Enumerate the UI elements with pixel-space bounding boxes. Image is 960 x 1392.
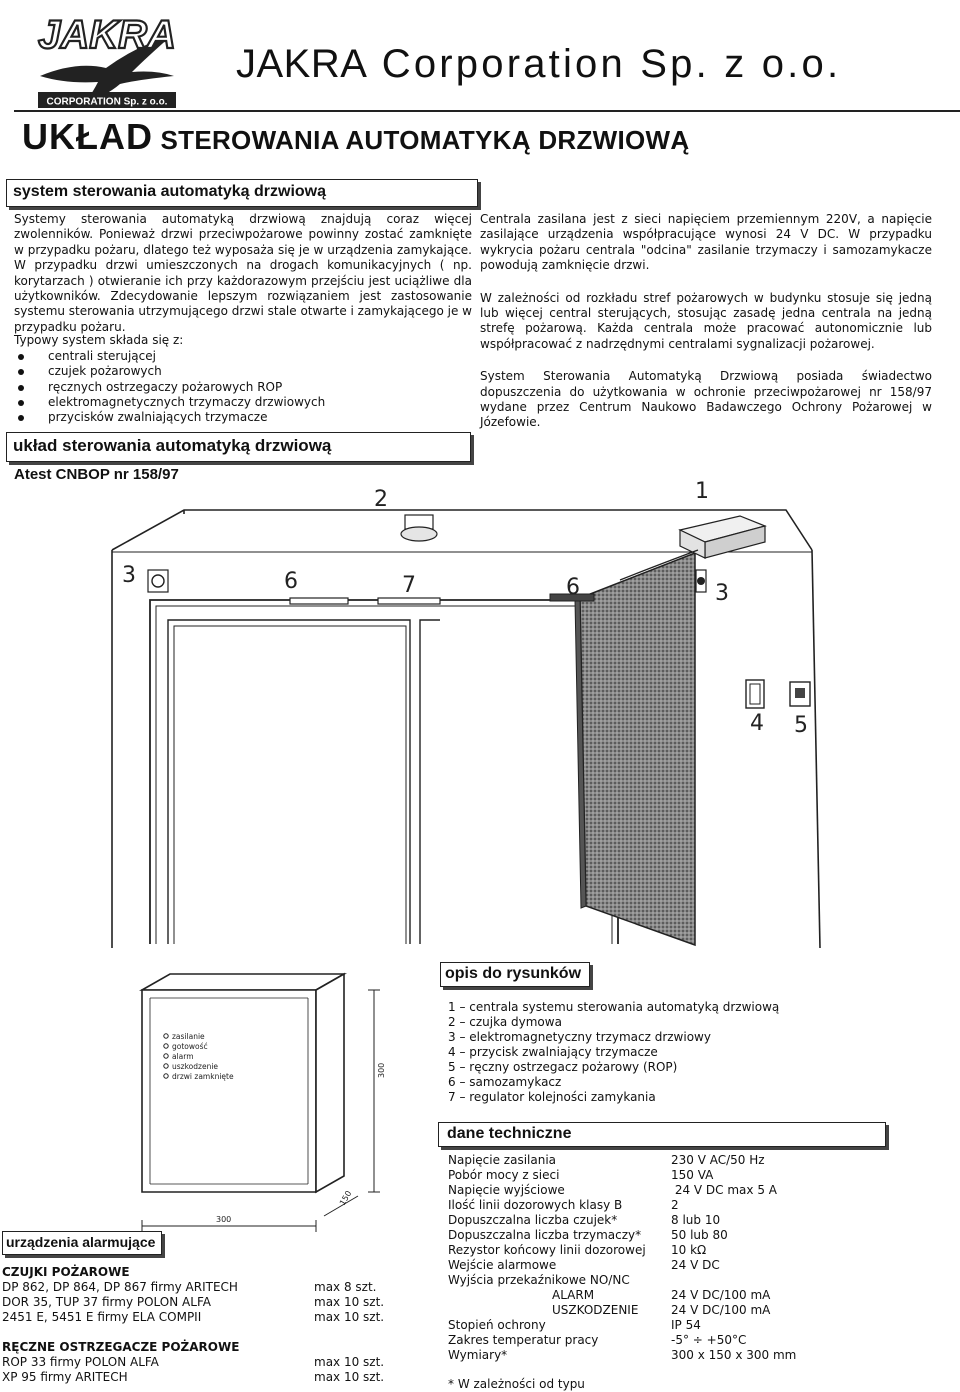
diagram-label-6-left: 6: [284, 569, 298, 594]
row-value: 300 x 150 x 300 mm: [671, 1348, 797, 1362]
table-row: [2, 1295, 385, 1310]
dim-depth: 150: [337, 1189, 354, 1207]
led-label: uszkodzenie: [172, 1062, 219, 1071]
row-label: Pobór mocy z sieci: [448, 1168, 560, 1182]
section-heading-layout: układ sterowania automatyką drzwiową: [6, 432, 471, 462]
technical-data-heading: dane techniczne: [438, 1122, 886, 1147]
door-system-diagram: [110, 470, 830, 950]
led-label: zasilanie: [172, 1032, 205, 1041]
dim-height: 300: [377, 1062, 386, 1078]
typical-system-list: [14, 333, 414, 425]
row-label: Dopuszczalna liczba trzymaczy*: [448, 1228, 642, 1242]
row-label: USZKODZENIE: [552, 1303, 639, 1317]
list-item: 6 – samozamykacz: [448, 1075, 562, 1089]
list-item: 5 – ręczny ostrzegacz pożarowy (ROP): [448, 1060, 678, 1074]
row-label: Napięcie zasilania: [448, 1153, 557, 1167]
footnote: * W zależności od typu: [448, 1377, 585, 1391]
led-label: gotowość: [172, 1042, 208, 1051]
led-label: drzwi zamknięte: [172, 1072, 234, 1081]
row-value: max 10 szt.: [314, 1310, 385, 1324]
company-name: [236, 42, 841, 87]
section-heading-system: system sterowania automatyką drzwiową: [6, 179, 478, 207]
drawing-description-list: [448, 1000, 779, 1105]
row-label: XP 95 firmy ARITECH: [2, 1370, 128, 1384]
title-rest: STEROWANIA AUTOMATYKĄ DRZWIOWĄ: [152, 125, 690, 155]
alarm-devices-heading: urządzenia alarmujące: [2, 1231, 162, 1255]
row-value: IP 54: [671, 1318, 701, 1332]
dim-width: 300: [216, 1215, 232, 1224]
company-first: JAKRA: [236, 42, 368, 86]
logo-subtext: CORPORATION Sp. z o.o.: [46, 96, 168, 108]
list-item: 2 – czujka dymowa: [448, 1015, 562, 1029]
group-title: CZUJKI POŻAROWE: [2, 1265, 130, 1279]
company-rest: Corporation Sp. z o.o.: [367, 42, 842, 86]
power-paragraph: Centrala zasilana jest z sieci napięciem przemiennym 220V, a napięcie zasilające urządzenia współpracujące wynosi 24 V DC. W przypadku wykrycia pożaru centrala "odcina" zasilanie trzymaczy i samozamykacze powodują zamknięcie drzwi.: [480, 212, 932, 273]
row-value: max 8 szt.: [314, 1280, 377, 1294]
list-item: czujek pożarowych: [14, 364, 414, 379]
row-label: Stopień ochrony: [448, 1318, 546, 1332]
row-label: ROP 33 firmy POLON ALFA: [2, 1355, 159, 1369]
atest-label: Atest CNBOP nr 158/97: [14, 466, 179, 483]
row-label: Wymiary*: [448, 1348, 508, 1362]
row-label: Wyjścia przekaźnikowe NO/NC: [448, 1273, 630, 1287]
row-value: 24 V DC/100 mA: [671, 1288, 771, 1302]
row-label: Wejście alarmowe: [448, 1258, 557, 1272]
drawing-description-heading: opis do rysunków: [440, 962, 590, 987]
row-value: 230 V AC/50 Hz: [671, 1153, 765, 1167]
header-rule: [14, 110, 960, 112]
list-item: 4 – przycisk zwalniający trzymacze: [448, 1045, 658, 1059]
right-column: [480, 212, 932, 448]
row-label: DP 862, DP 864, DP 867 firmy ARITECH: [2, 1280, 238, 1294]
logo-text: JAKRA: [38, 13, 176, 57]
jakra-logo: [36, 6, 178, 110]
row-value: -5° ÷ +50°C: [671, 1333, 747, 1347]
group-title: RĘCZNE OSTRZEGACZE POŻAROWE: [2, 1340, 240, 1354]
row-value: 2: [671, 1198, 679, 1212]
row-label: Rezystor końcowy linii dozorowej: [448, 1243, 646, 1257]
diagram-label-2: 2: [374, 487, 388, 512]
row-label: Dopuszczalna liczba czujek*: [448, 1213, 618, 1227]
list-item: centrali sterującej: [14, 349, 414, 364]
row-value: max 10 szt.: [314, 1355, 385, 1369]
control-cabinet-drawing: [130, 970, 420, 1250]
row-value: 24 V DC: [671, 1258, 720, 1272]
zones-paragraph: W zależności od rozkładu stref pożarowych w budynku stosuje się jedną lub więcej central sterujących, stosując zasadę jedna centrala na jedną strefę pożarową. Każda centrala może pracować autonomicznie lub współpracować z nadrzędnymi centralami sygnalizacji pożarowej.: [480, 290, 932, 351]
title-big: UKŁAD: [22, 116, 153, 157]
row-value: 24 V DC/100 mA: [671, 1303, 771, 1317]
led-label: alarm: [172, 1052, 194, 1061]
alarm-devices-list: [2, 1265, 385, 1385]
diagram-label-3-right: 3: [715, 581, 729, 606]
row-value: max 10 szt.: [314, 1370, 385, 1384]
diagram-label-4: 4: [750, 711, 764, 736]
row-value: 150 VA: [671, 1168, 714, 1182]
table-row: [2, 1355, 385, 1370]
table-row: [2, 1370, 385, 1385]
row-label: ALARM: [552, 1288, 595, 1302]
diagram-label-6-right: 6: [566, 575, 580, 600]
list-item: elektromagnetycznych trzymaczy drzwiowych: [14, 395, 414, 410]
row-value: 10 kΩ: [671, 1243, 707, 1257]
list-item: 7 – regulator kolejności zamykania: [448, 1090, 656, 1104]
row-value: max 10 szt.: [314, 1295, 385, 1309]
row-label: Ilość linii dozorowych klasy B: [448, 1198, 623, 1212]
typical-intro: Typowy system składa się z:: [14, 333, 184, 347]
list-item: przycisków zwalniających trzymacze: [14, 410, 414, 425]
list-item: 1 – centrala systemu sterowania automatyką drzwiową: [448, 1000, 780, 1014]
diagram-label-5: 5: [794, 713, 808, 738]
list-item: ręcznych ostrzegaczy pożarowych ROP: [14, 380, 414, 395]
certificate-paragraph: System Sterowania Automatyką Drzwiową posiada świadectwo dopuszczenia do użytkowania w ochronie przeciwpożarowej nr 158/97 wydane przez Centrum Naukowo Badawczego Ochrony Pożarowej w Józefowie.: [480, 369, 932, 430]
row-label: 2451 E, 5451 E firmy ELA COMPII: [2, 1310, 202, 1324]
intro-paragraph: Systemy sterowania automatyką drzwiową znajdują coraz więcej zwolenników. Ponieważ drzwi przeciwpożarowe powinny zostać zamknięte w przypadku pożaru, dlatego też wyposaża się je w urządzenia zamykające. W przypadku drzwi umieszczonych na drogach komunikacyjnych ( np. korytarzach ) otwieranie ich przy każdorazowym przejściu jest uciążliwe dla użytkowników. Zdecydowanie lepszym rozwiązaniem jest zastosowanie systemu sterowania utrzymującego drzwi stale otwarte i zamykającego je w przypadku pożaru.: [14, 212, 472, 334]
row-label: Napięcie wyjściowe: [448, 1183, 565, 1197]
row-value: 8 lub 10: [671, 1213, 721, 1227]
diagram-label-1: 1: [695, 479, 709, 504]
page-title: [22, 116, 689, 158]
table-row: [2, 1310, 385, 1325]
table-row: [2, 1280, 377, 1295]
row-value: 50 lub 80: [671, 1228, 728, 1242]
row-value: 24 V DC max 5 A: [671, 1183, 777, 1197]
row-label: Zakres temperatur pracy: [448, 1333, 599, 1347]
diagram-label-7: 7: [402, 573, 416, 598]
row-label: DOR 35, TUP 37 firmy POLON ALFA: [2, 1295, 211, 1309]
diagram-label-3-left: 3: [122, 563, 136, 588]
list-item: 3 – elektromagnetyczny trzymacz drzwiowy: [448, 1030, 711, 1044]
